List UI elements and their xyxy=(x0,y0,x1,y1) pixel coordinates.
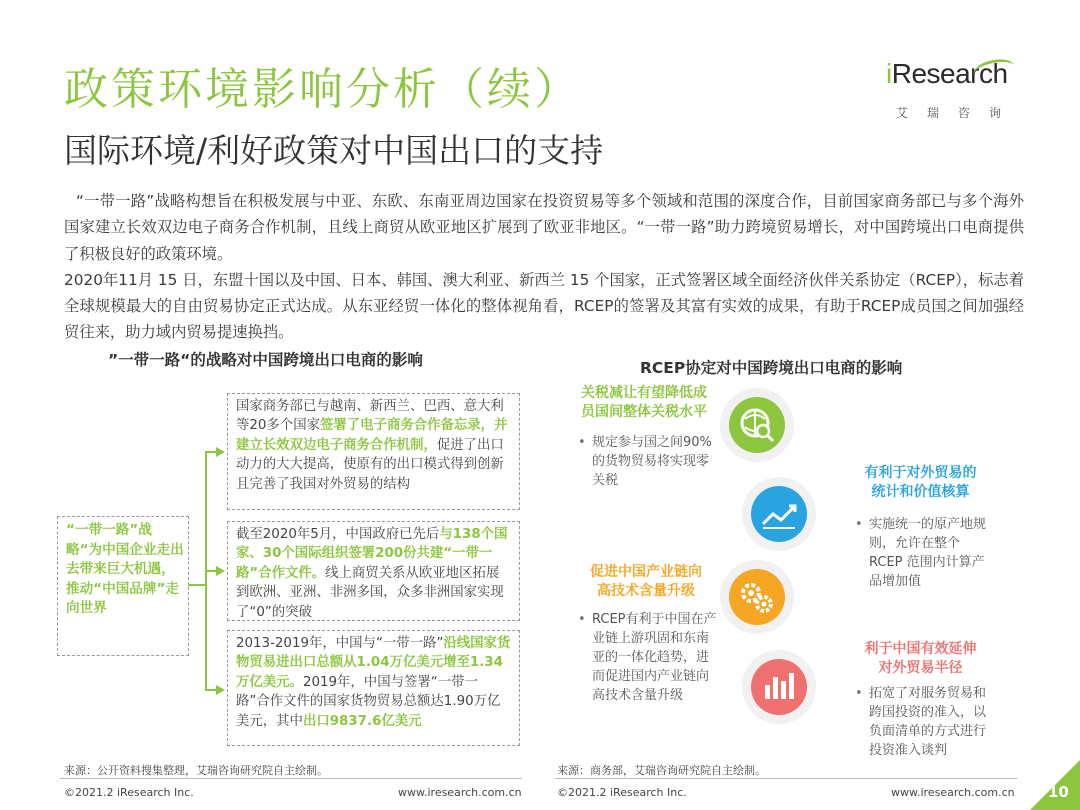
belt-road-box-1: 国家商务部已与越南、新西兰、巴西、意大利等20多个国家签署了电子商务合作备忘录，并建立长效双边电子商务合作机制，促进了出口动力的大大提高，使原有的出口模式得到创新且完善了我国对外贸易的结构 xyxy=(227,393,520,510)
intro-paragraph-2: 2020年11月 15 日，东盟十国以及中国、日本、韩国、澳大利亚、新西兰 15 个国家，正式签署区域全面经济伙伴关系协定（RCEP），标志着全球规模最大的自由贸易协定正式达成。从东亚经贸一体化的整体视角看，RCEP的签署及其富有实效的成果，有助于RCEP成员国之间加强经贸往来，助力域内贸易提速换挡。 xyxy=(64,270,1024,342)
right-section-heading: RCEP协定对中国跨境出口电商的影响 xyxy=(640,359,903,377)
rcep-item-4-title: 利于中国有效延伸 对外贸易半径 xyxy=(864,641,977,676)
belt-road-box-2: 截至2020年5月，中国政府已先后与138个国家、30个国际组织签署200份共建“一带一路”合作文件。线上商贸关系从欧亚地区拓展到欧洲、亚洲、非洲多国，众多非洲国家实现了“0”的突破 xyxy=(227,521,520,621)
footer-copyright-right: ©2021.2 iResearch Inc. xyxy=(557,786,687,799)
globe-search-icon xyxy=(729,397,785,453)
iresearch-logo xyxy=(878,58,1038,128)
rcep-item-4-text: • 拓宽了对服务贸易和跨国投资的准入，以负面清单的方式进行投资准入谈判 xyxy=(855,686,987,758)
left-section-heading: ”一带一路“的战略对中国跨境出口电商的影响 xyxy=(108,351,423,369)
footer-copyright-left: ©2021.2 iResearch Inc. xyxy=(64,786,194,799)
arrow-right-icon xyxy=(216,685,225,695)
intro-text xyxy=(64,188,1024,346)
rcep-item-1-text: • 规定参与国之间90%的货物贸易将实现零关税 xyxy=(578,435,712,488)
footer-divider-left xyxy=(60,778,522,779)
trend-chart-icon xyxy=(751,486,807,542)
left-source-note: 来源：公开资料搜集整理，艾瑞咨询研究院自主绘制。 xyxy=(64,764,328,777)
rcep-item-2-text: • 实施统一的原产地规则，允许在整个RCEP 范围内计算产品增加值 xyxy=(855,517,987,589)
gears-icon xyxy=(729,569,785,625)
page-number: 10 xyxy=(1048,783,1069,801)
footer-divider-right xyxy=(555,778,1017,779)
arrow-right-icon xyxy=(216,447,225,457)
bar-chart-icon xyxy=(751,659,807,715)
rcep-item-3-text: • RCEP有利于中国在产业链上游巩固和东南亚的一体化趋势，进而促进国内产业链向高技术含量升级 xyxy=(578,612,717,703)
belt-road-summary-box xyxy=(57,516,189,656)
rcep-item-3-title: 促进中国产业链向 高技术含量升级 xyxy=(590,564,702,599)
rcep-item-1-title: 关税减让有望降低成 员国间整体关税水平 xyxy=(581,385,707,420)
belt-road-summary-text: “一带一路”战略“为中国企业走出去带来巨大机遇，推动“中国品牌”走向世界 xyxy=(66,522,184,617)
intro-paragraph-1: “一带一路”战略构想旨在积极发展与中亚、东欧、东南亚周边国家在投资贸易等多个领域和范围的深度合作，目前国家商务部已与多个海外国家建立长效双边电子商务合作机制，且线上商贸从欧亚地区扩展到了欧亚非地区。“一带一路”助力跨境贸易增长，对中国跨境出口电商提供了积极良好的政策环境。 xyxy=(64,192,1024,263)
page-subtitle: 国际环境/利好政策对中国出口的支持 xyxy=(64,131,604,170)
footer-url-left: www.iresearch.com.cn xyxy=(398,786,522,799)
logo-cn: 艾瑞咨询 xyxy=(896,106,1021,120)
footer-url-right: www.iresearch.com.cn xyxy=(891,786,1015,799)
right-source-note: 来源：商务部，艾瑞咨询研究院自主绘制。 xyxy=(557,764,766,777)
bracket-stem xyxy=(188,584,205,586)
belt-road-box-3: 2013-2019年，中国与“一带一路”沿线国家货物贸易进出口总额从1.04万亿美元增至1.34万亿美元。2019年，中国与签署“一带一路”合作文件的国家货物贸易总额达1.90万亿美元，其中出口9837.6亿美元 xyxy=(227,630,520,746)
arrow-right-icon xyxy=(216,566,225,576)
rcep-item-2-title: 有利于对外贸易的 统计和价值核算 xyxy=(864,465,977,500)
logo-brand: iResearch xyxy=(886,58,1008,89)
page-title: 政策环境影响分析（续） xyxy=(64,64,581,115)
